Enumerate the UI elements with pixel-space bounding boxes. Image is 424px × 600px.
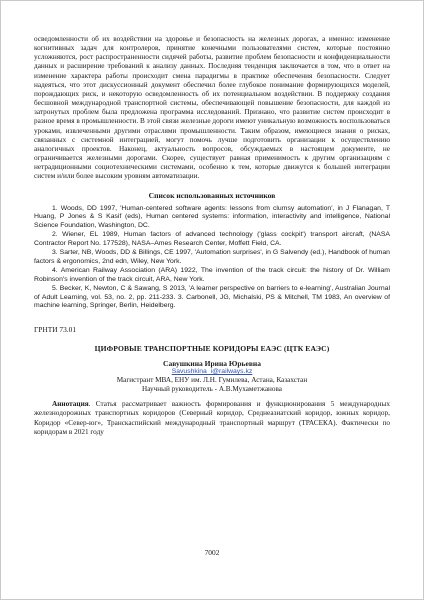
author-affiliation: Магистрант МВА, ЕНУ им. Л.Н. Гумилева, Астана, Казахстан [116,376,308,385]
author-name: Савушкина Ирина Юрьевна [163,359,261,369]
scientific-supervisor: Научный руководитель - А.В.Мухаметжанова [142,385,282,394]
abstract-label: Аннотация [52,400,89,409]
reference-item: 5. Becker, K, Newton, C & Sawang, S 2013, 'A learner perspective on barriers to e-learning', Australian Journal of Adult Learning, vol. 53, no. 2, pp. 211-233. 3. Carbonell, JG, Michalski, PS & Mitchell, TM 1983, An overview of machine learning, Springer, Berlin, Heidelberg. [34,284,390,310]
abstract [34,400,390,436]
abstract-text: . Статья рассматривает важность формирования и функционирования 5 международных железнодорожных транспортных коридоров (Северный коридор, Среднеазиатский коридор, южных коридор, Коридор «Север-юг», Транскаспийский международный транспортный маршрут (ТРАСЕКА). Фактически по коридорам в 2021 году [34,400,390,436]
page-number: 7002 [204,548,220,557]
body-paragraph: осведомленности об их воздействии на здоровье и безопасность на железных дорогах, а именно: изменение когнитивных задач для контролеров, принятие конечными пользователями систем, которые постоянно усложняются, рост распространенности сидячей работы, развитие проблем безопасности и конфиденциальности данных и расширение требований к анализу данных. Последняя тенденция заключается в том, что в ответ на изменение характера работы происходит смена парадигмы в практике обеспечения безопасности. Следует надеяться, что этот дискуссионный документ обеспечил более глубокое понимание формирующихся моделей, порождающих риск, и некоторую осведомленность об их потенциальном воздействии. В поддержку создания бесшовной международной транспортной системы, обеспечивающей повышение безопасности, для каждой из затронутых проблем была предложена программа исследований. Признано, что развитие систем происходит в разное время в промышленности. В этой связи железные дороги имеют уникальную возможность воспользоваться уроками, извлеченными другими отраслями промышленности. Таким образом, имеющиеся знания о рисках, связанных с системной интеграцией, могут помочь лучше подготовить организации к осуществлению аналогичных проектов. Наконец, актуальность вопросов, обсуждаемых в настоящем документе, не ограничивается железными дорогами. Скорее, существует равная применимость к другим организациям с нетрадиционными социотехническими системами, особенно к тем, которые движутся к большей интеграции систем и/или более высоким уровням автоматизации. [34,35,390,181]
grnti-code: ГРНТИ 73.01 [34,325,77,335]
reference-item: 1. Woods, DD 1997, 'Human-centered software agents: lessons from clumsy automation', in J Flanagan, T Huang, P Jones & S Kasif (eds), Human centered systems: information, interactivity and intelligence, National Science Foundation, Washington, DC. [34,204,390,230]
author-email-link[interactable]: Savushkina_i@railways.kz [171,368,253,376]
reference-list [34,205,390,312]
references-heading: Список использованных источников [148,190,276,200]
page-content [34,35,390,437]
reference-item: 3. Sarter, NB, Woods, DD & Billings, CE 1997, 'Automation surprises', in G Salvendy (ed.), Handbook of human factors & ergonomics, 2nd edn, Wiley, New York. [34,249,390,265]
reference-item: 2. Wiener, EL 1989, Human factors of advanced technology ('glass cockpit') transport aircraft, (NASA Contractor Report No. 177528), NASA–Ames Research Center, Moffett Field, CA. [34,231,390,248]
article-title: ЦИФРОВЫЕ ТРАНСПОРТНЫЕ КОРИДОРЫ ЕАЭС (ЦТК ЕАЭС) [94,344,330,354]
reference-item: 4. American Railway Association (ARA) 1922, The invention of the track circuit: the history of Dr. William Robinson's invention of the track circuit, ARA, New York. [34,266,390,283]
